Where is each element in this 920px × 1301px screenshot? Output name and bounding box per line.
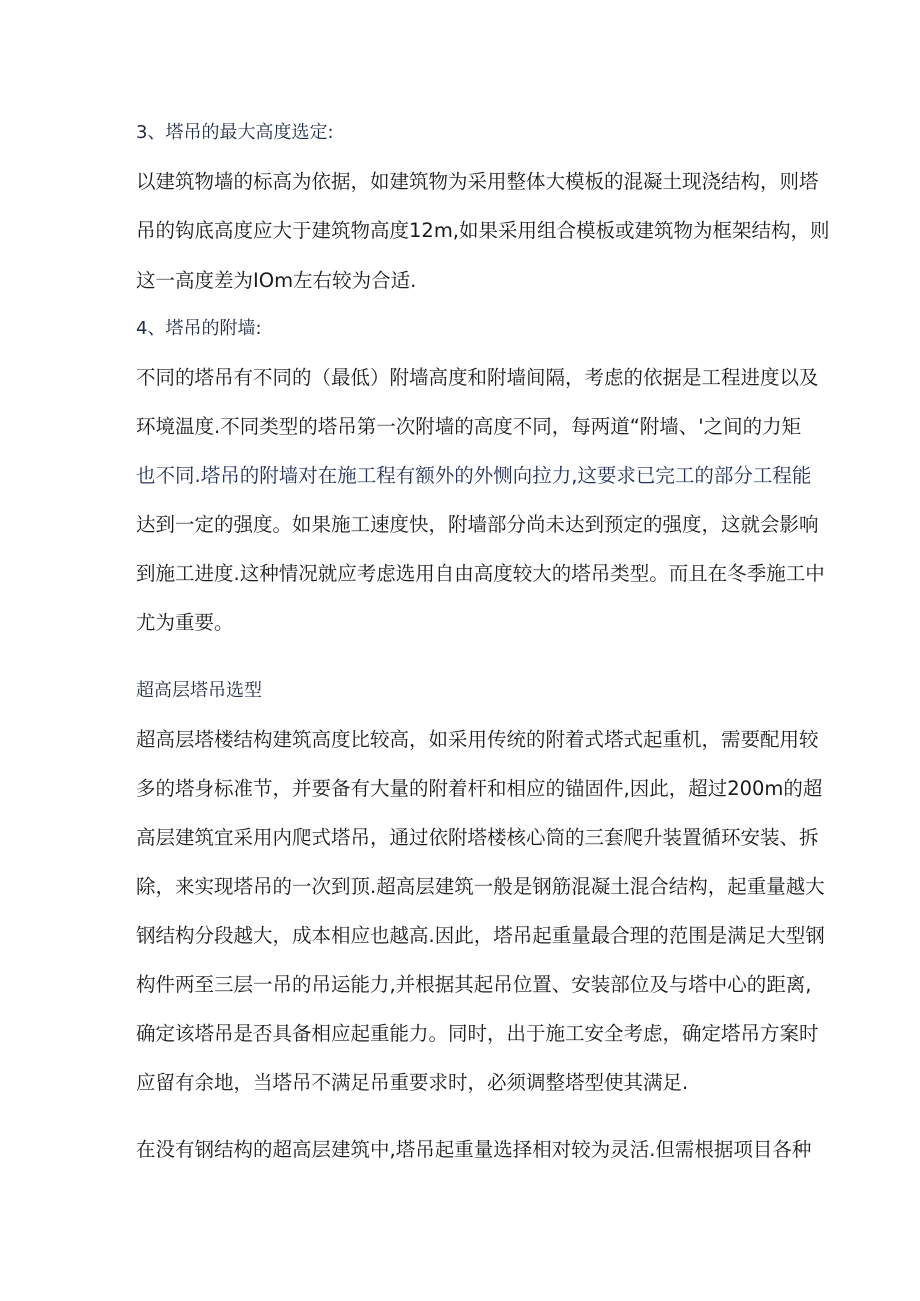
section-heading-max-height: 3、塔吊的最大高度选定: — [136, 122, 334, 143]
paragraph-line: 钢结构分段越大，成本相应也越高.因此，塔吊起重量最合理的范围是满足大型钢 — [136, 924, 825, 947]
paragraph-line: 多的塔身标准节，并要备有大量的附着杆和相应的锚固件,因此，超过200m的超 — [136, 777, 823, 800]
paragraph-line: 到施工进度.这种情况就应考虑选用自由高度较大的塔吊类型。而且在冬季施工中 — [136, 562, 825, 585]
paragraph-line: 构件两至三层一吊的吊运能力,并根据其起吊位置、安装部位及与塔中心的距离, — [136, 973, 812, 996]
paragraph-line: 也不同.塔吊的附墙对在施工程有额外的外恻向拉力,这要求已完工的部分工程能 — [136, 464, 812, 487]
paragraph-line: 应留有余地，当塔吊不满足吊重要求时，必须调整塔型使其满足. — [136, 1071, 689, 1094]
paragraph-line: 吊的钩底高度应大于建筑物高度12m,如果采用组合模板或建筑物为框架结构，则 — [136, 219, 830, 242]
paragraph-line: 除，来实现塔吊的一次到顶.超高层建筑一般是钢筋混凝土混合结构，起重量越大 — [136, 875, 825, 898]
paragraph-line: 不同的塔吊有不同的（最低）附墙高度和附墙间隔，考虑的依据是工程进度以及 — [136, 366, 819, 389]
paragraph-line: 在没有钢结构的超高层建筑中,塔吊起重量选择相对较为灵活.但需根据项目各种 — [136, 1138, 812, 1161]
section-heading-super-high-rise: 超高层塔吊选型 — [136, 680, 262, 701]
paragraph-line: 环境温度.不同类型的塔吊第一次附墙的高度不同，每两道“附墙、'之间的力矩 — [136, 415, 802, 438]
paragraph-line: 这一高度差为IOm左右较为合适. — [136, 269, 417, 292]
section-heading-wall-attachment: 4、塔吊的附墙: — [136, 318, 262, 339]
paragraph-line: 尤为重要。 — [136, 611, 234, 634]
paragraph-line: 确定该塔吊是否具备相应起重能力。同时，出于施工安全考虑，确定塔吊方案时 — [136, 1022, 819, 1045]
paragraph-line: 以建筑物墙的标高为依据，如建筑物为采用整体大模板的混凝土现浇结构，则塔 — [136, 170, 819, 193]
paragraph-line: 超高层塔楼结构建筑高度比较高，如采用传统的附着式塔式起重机，需要配用较 — [136, 728, 819, 751]
paragraph-line: 高层建筑宜采用内爬式塔吊，通过依附塔楼核心筒的三套爬升装置循环安装、拆 — [136, 826, 819, 849]
paragraph-line: 达到一定的强度。如果施工速度快，附墙部分尚未达到预定的强度，这就会影响 — [136, 513, 819, 536]
